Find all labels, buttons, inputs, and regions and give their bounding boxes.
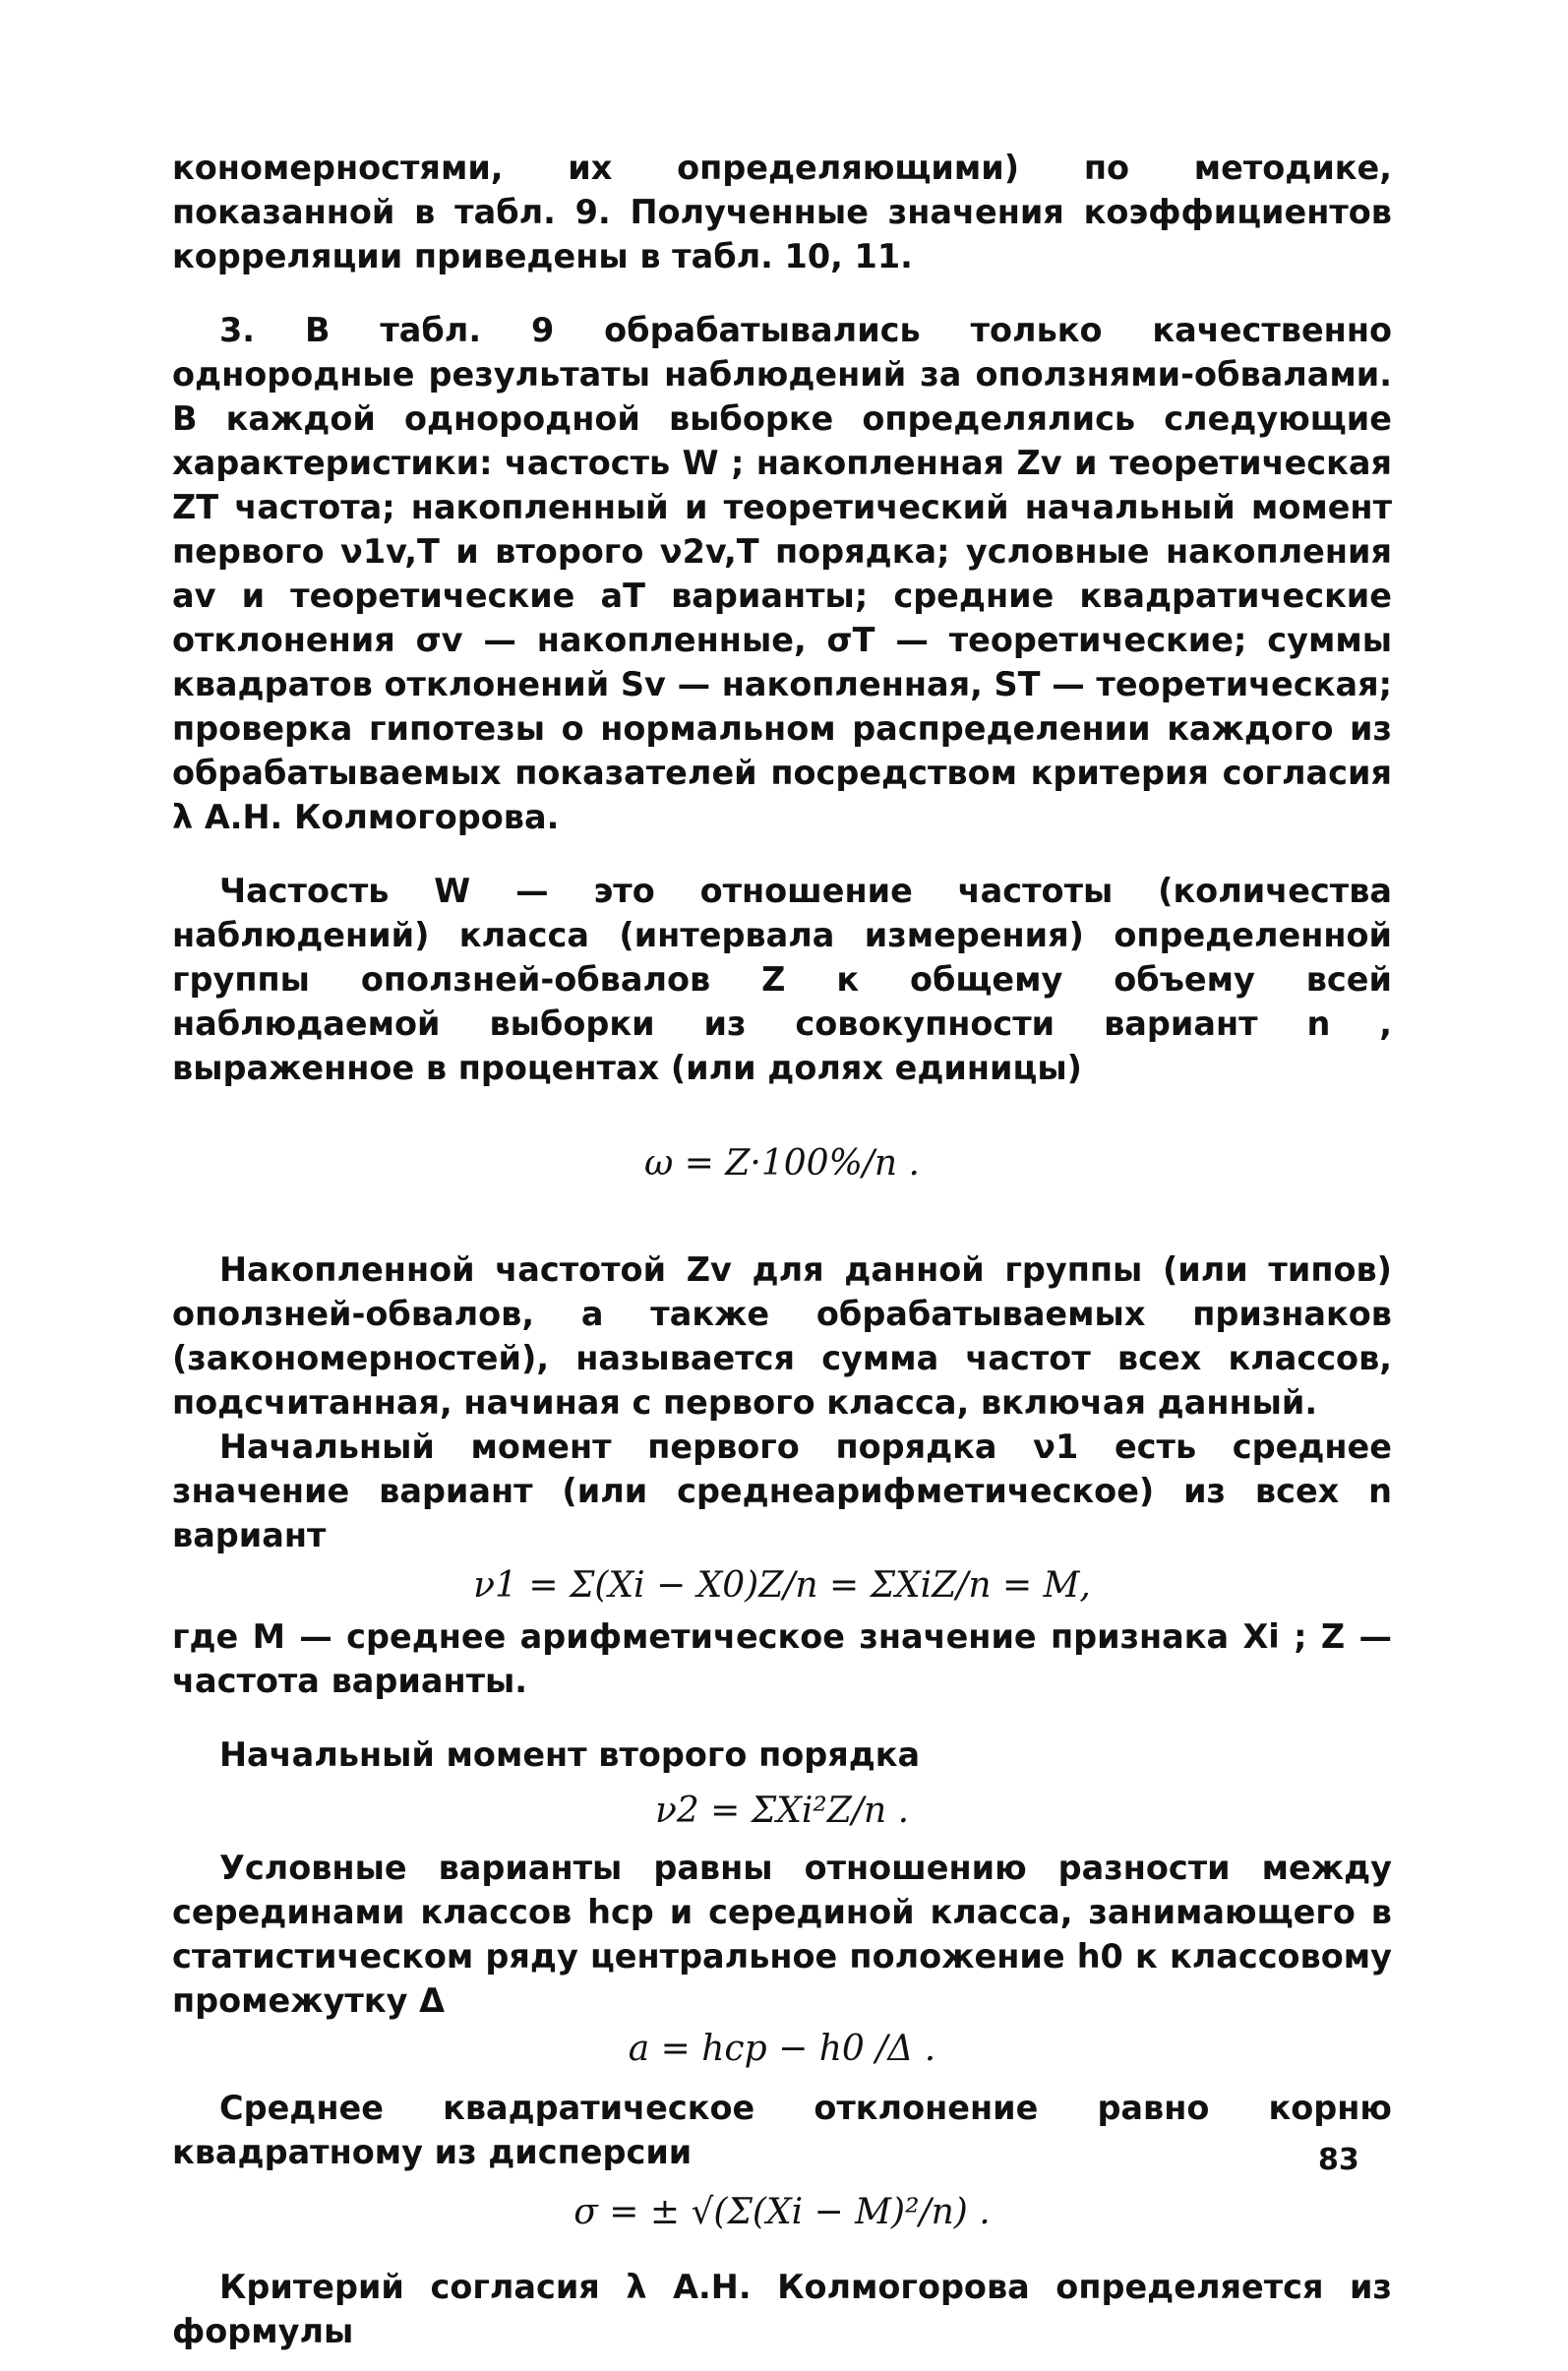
- paragraph-4: Накопленной частотой Zv для данной группы (или типов) оползней-обвалов, а также обрабатываемых признаков (закономерностей), называется сумма частот всех классов, подсчитанная, начиная с первого класса, включая данный.: [172, 1250, 1392, 1422]
- formula-second-moment: ν2 = ΣXi²Z/n .: [654, 1791, 910, 1831]
- paragraph-10: Критерий согласия λ А.Н. Колмогорова определяется из формулы: [172, 2268, 1392, 2350]
- formula-conditional-variant: a = hср − h0 /Δ .: [628, 2029, 936, 2069]
- page-number: 83: [1318, 2143, 1359, 2177]
- paragraph-1: кономерностями, их определяющими) по методике, показанной в табл. 9. Полученные значения коэффициентов корреляции приведены в табл. 10, 11.: [172, 149, 1392, 275]
- paragraph-8: Условные варианты равны отношению разности между серединами классов hср и серединой класса, занимающего в статистическом ряду центральное положение h0 к классовому промежутку Δ: [172, 1849, 1392, 2020]
- formula-frequency: ω = Z·100%/n .: [644, 1143, 920, 1184]
- paragraph-7: Начальный момент второго порядка: [219, 1735, 921, 1774]
- paragraph-5: Начальный момент первого порядка ν1 есть среднее значение вариант (или среднеарифметическое) из всех n вариант: [172, 1428, 1392, 1554]
- formula-std-deviation: σ = ± √(Σ(Xi − M)²/n) .: [573, 2192, 991, 2232]
- formula-first-moment: ν1 = Σ(Xi − X0)Z/n = ΣXiZ/n = M,: [473, 1565, 1091, 1606]
- paragraph-9: Среднее квадратическое отклонение равно корню квадратному из дисперсии: [172, 2089, 1392, 2171]
- paragraph-2: 3. В табл. 9 обрабатывались только качественно однородные результаты наблюдений за оползнями-обвалами. В каждой однородной выборке определялись следующие характеристики: частость W ; накопленная Zv и теоретическая ZT частота; накопленный и теоретический начальный момент первого ν1v,T и второго ν2v,T порядка; условные накопления av и теоретические aT варианты; средние квадратические отклонения σv — накопленные, σT — теоретические; суммы квадратов отклонений Sv — накопленная, ST — теоретическая; проверка гипотезы о нормальном распределении каждого из обрабатываемых показателей посредством критерия согласия λ А.Н. Колмогорова.: [172, 311, 1392, 836]
- paragraph-3: Частость W — это отношение частоты (количества наблюдений) класса (интервала измерения) определенной группы оползней-обвалов Z к общему объему всей наблюдаемой выборки из совокупности вариант n , выраженное в процентах (или долях единицы): [172, 872, 1392, 1087]
- page-body: [172, 146, 1392, 2353]
- paragraph-6: где M — среднее арифметическое значение признака Xi ; Z — частота варианты.: [172, 1617, 1392, 1700]
